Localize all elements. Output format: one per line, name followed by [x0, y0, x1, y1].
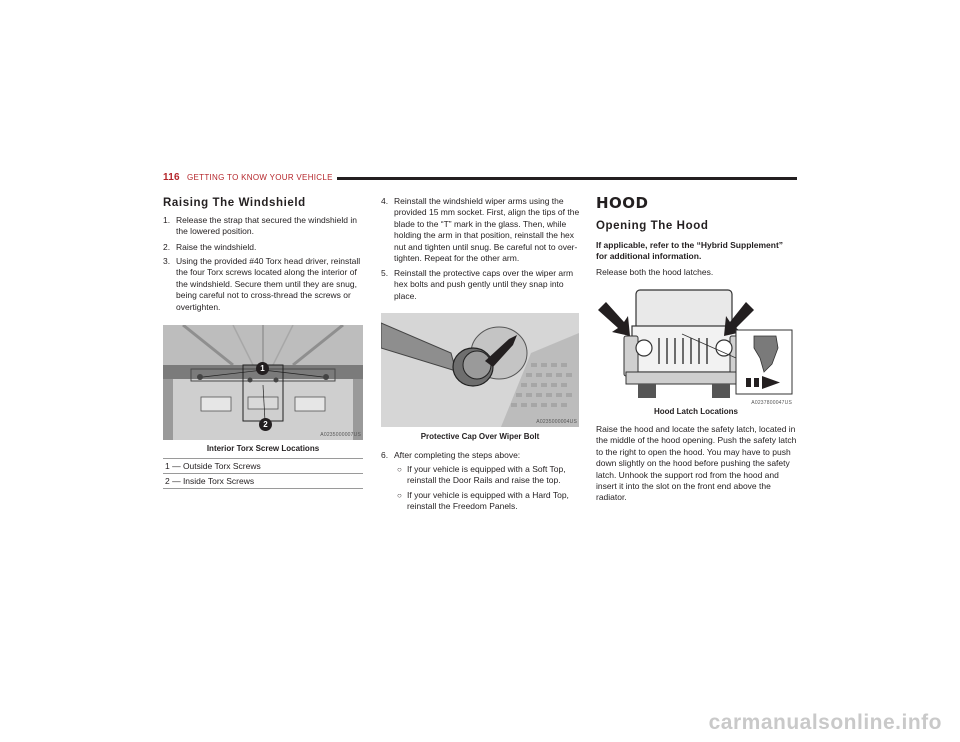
figure-wiper-cap — [381, 313, 579, 427]
callout-2: 2 — [259, 418, 272, 431]
watermark: carmanualsonline.info — [708, 711, 942, 734]
figure-code: A0235000007US — [320, 432, 361, 438]
step-number: 2. — [163, 242, 171, 252]
figure-caption-wiper: Protective Cap Over Wiper Bolt — [420, 432, 540, 441]
figure-code: A0235000004US — [536, 419, 577, 425]
step-number: 6. — [381, 450, 389, 460]
mid-step-6 — [381, 450, 581, 461]
hood-instructions: Raise the hood and locate the safety latch, located in the middle of the hood opening. Push the safety latch to the right to open the hood. You may have to push down slightly on the hood before pushing the safety latch. Unhook the support rod from the hood and insert it into the slot on the front end above the radiator. — [596, 424, 797, 503]
bullet-circle-icon: ○ — [397, 491, 402, 500]
mid-step-5 — [381, 268, 581, 302]
bullet-circle-icon: ○ — [397, 465, 402, 474]
hybrid-note: If applicable, refer to the “Hybrid Supplement” for additional information. — [596, 240, 784, 262]
mid-step-4 — [381, 196, 581, 264]
bullet-text: If your vehicle is equipped with a Soft Top, reinstall the Door Rails and raise the top. — [407, 464, 566, 486]
step-text: Raise the windshield. — [176, 242, 257, 252]
step-text: Reinstall the protective caps over the wiper arm hex bolts and push gently until they snap into place. — [394, 268, 574, 301]
step-number: 1. — [163, 215, 171, 225]
figure-hood-latch — [596, 286, 796, 404]
left-step-1 — [163, 215, 368, 238]
step-number: 5. — [381, 268, 389, 278]
figure-code: A0237800047US — [751, 400, 792, 406]
section-title: GETTING TO KNOW YOUR VEHICLE — [187, 173, 333, 182]
legend-table — [163, 458, 363, 489]
step-text: Release the strap that secured the windshield in the lowered position. — [176, 215, 357, 237]
heading-opening-hood: Opening The Hood — [596, 220, 709, 232]
heading-hood: HOOD — [596, 194, 649, 212]
left-step-2 — [163, 242, 368, 253]
step-number: 4. — [381, 196, 389, 206]
release-latches-text: Release both the hood latches. — [596, 267, 714, 277]
step-number: 3. — [163, 256, 171, 266]
figure-windshield-interior — [163, 325, 363, 440]
heading-raising-windshield: Raising The Windshield — [163, 197, 306, 209]
bullet-text: If your vehicle is equipped with a Hard Top, reinstall the Freedom Panels. — [407, 490, 569, 512]
legend-row: 1 — Outside Torx Screws — [163, 458, 363, 474]
figure-caption-torx: Interior Torx Screw Locations — [206, 444, 320, 453]
step-text: After completing the steps above: — [394, 450, 521, 460]
figure-caption-hood: Hood Latch Locations — [654, 407, 738, 416]
legend-row: 2 — Inside Torx Screws — [163, 474, 363, 489]
step-text: Reinstall the windshield wiper arms using the provided 15 mm socket. First, align the tips of the blade to the “T” mark in the glass. Then, while holding the arm in that position, reinstall the hex nut and tighten until snug. Be careful not to over-tighten. Repeat for the other arm. — [394, 196, 580, 264]
header-rule — [337, 177, 797, 180]
page-number: 116 — [163, 172, 180, 183]
step-text: Using the provided #40 Torx head driver, reinstall the four Torx screws located along the interior of the windshield. Secure them until they are snug, being careful not to cross-thread the screws or overtighten. — [176, 256, 361, 312]
callout-1: 1 — [256, 362, 269, 375]
left-step-3 — [163, 256, 368, 313]
bullet-soft-top — [397, 464, 581, 487]
bullet-hard-top — [397, 490, 581, 513]
